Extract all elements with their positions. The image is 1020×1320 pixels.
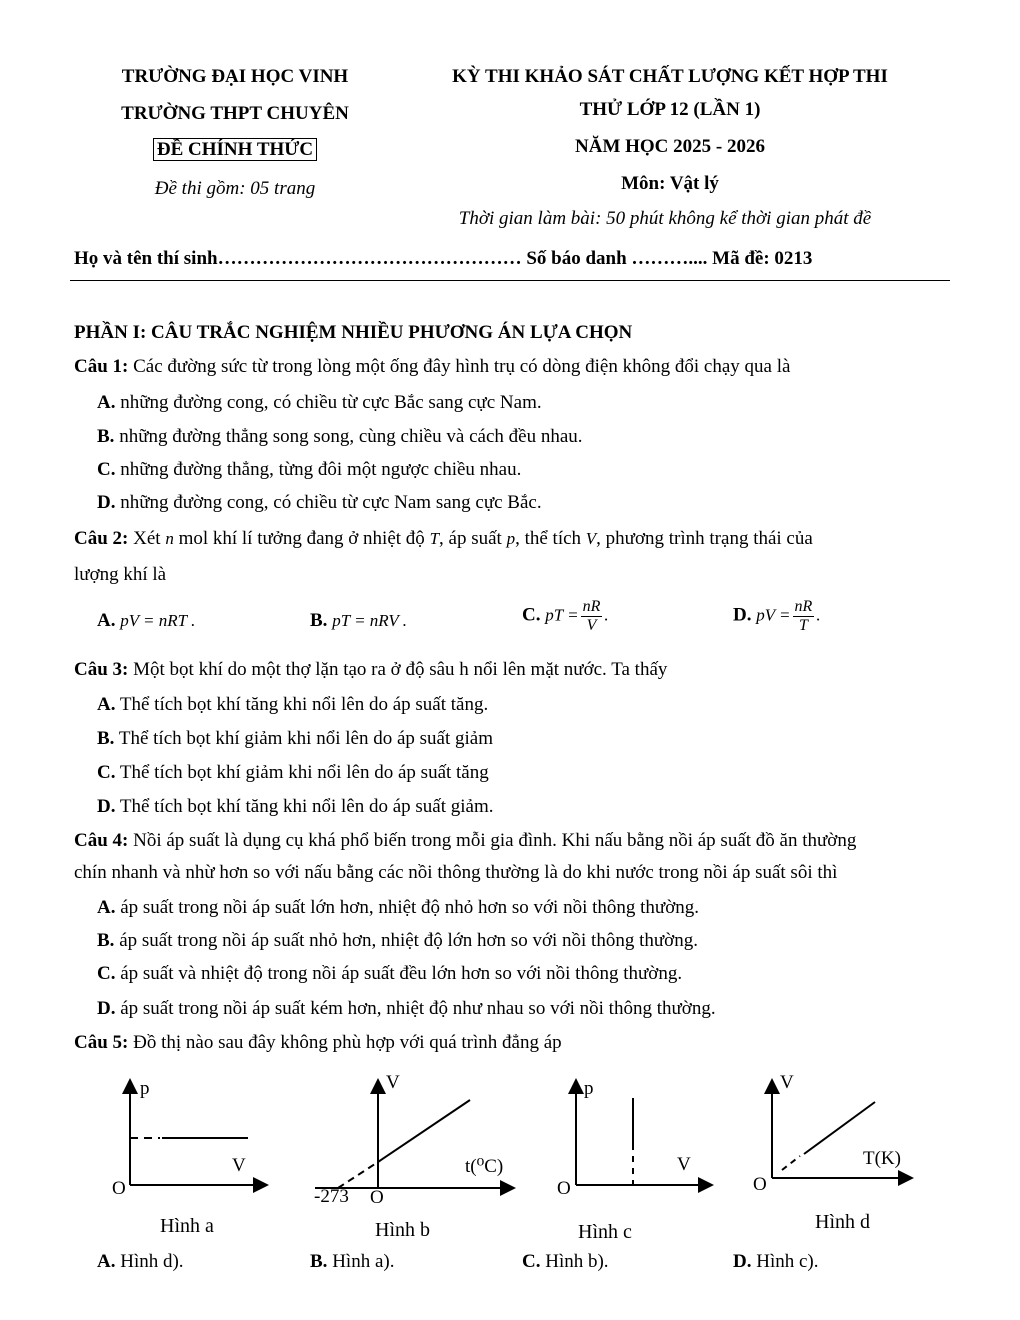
exam-title-2: THỬ LỚP 12 (LẦN 1) <box>579 99 761 120</box>
isobar-line <box>804 1102 875 1154</box>
option-label: B. <box>310 1251 328 1272</box>
q2-option-b <box>310 610 407 632</box>
var-p: p <box>506 529 516 548</box>
q5-option-a <box>97 1251 184 1273</box>
y-label: p <box>584 1078 594 1099</box>
question-4-line2: chín nhanh và nhừ hơn so với nấu bằng các nồi thông thường là do khi nước trong nồi áp suất sôi thì <box>74 862 838 883</box>
formula-end: . <box>604 605 609 625</box>
q5-option-c <box>522 1251 609 1273</box>
option-label: D. <box>97 492 116 513</box>
question-text: , áp suất <box>439 528 507 549</box>
figure-b <box>314 1072 512 1241</box>
option-label: D. <box>97 796 116 817</box>
question-text: Các đường sức từ trong lòng một ống đây hình trụ có dòng điện không đổi chạy qua là <box>128 356 791 377</box>
part-title: PHẦN I: CÂU TRẮC NGHIỆM NHIỀU PHƯƠNG ÁN LỰA CHỌN <box>74 322 633 343</box>
option-label: D. <box>733 604 752 626</box>
option-label: B. <box>97 728 115 749</box>
question-label: Câu 5: <box>74 1032 129 1053</box>
q1-option-b <box>97 426 583 448</box>
formula-end: . <box>816 605 821 625</box>
q1-option-c <box>97 459 521 481</box>
student-info-line: Họ và tên thí sinh………………………………………… Số báo danh ……….... Mã đề: 0213 <box>74 248 813 269</box>
x-label: V <box>232 1155 246 1176</box>
var-T: T <box>429 529 440 548</box>
figure-caption: Hình c <box>578 1221 632 1243</box>
option-text: những đường cong, có chiều từ cực Nam sang cực Bắc. <box>115 492 542 513</box>
option-text: những đường cong, có chiều từ cực Bắc sang cực Nam. <box>115 392 542 413</box>
origin-label: O <box>753 1174 767 1195</box>
fraction <box>581 598 603 634</box>
option-text: Thể tích bọt khí giảm khi nổi lên do áp suất giảm <box>114 728 493 749</box>
figure-a <box>112 1078 265 1237</box>
option-text: Hình c). <box>751 1251 819 1272</box>
option-label: C. <box>522 1251 541 1272</box>
x-label: V <box>677 1154 691 1175</box>
x-label: t(⁰C) <box>465 1156 504 1177</box>
official-stamp <box>70 139 400 161</box>
y-label: p <box>140 1078 150 1099</box>
fraction <box>793 598 815 634</box>
figure-caption: Hình d <box>815 1211 870 1233</box>
question-label: Câu 4: <box>74 830 129 851</box>
figure-caption: Hình b <box>375 1219 430 1241</box>
option-label: A. <box>97 392 116 413</box>
school-year: NĂM HỌC 2025 - 2026 <box>575 136 765 157</box>
pages-note: Đề thi gồm: 05 trang <box>154 178 316 199</box>
x-label: T(K) <box>863 1148 901 1169</box>
q4-option-a <box>97 897 699 919</box>
q2-option-a <box>97 610 195 632</box>
q2-option-c <box>522 598 609 634</box>
formula: pT = <box>545 605 579 625</box>
isobar-line <box>378 1100 470 1162</box>
option-text: áp suất trong nồi áp suất lớn hơn, nhiệt độ nhỏ hơn so với nồi thông thường. <box>115 897 700 918</box>
question-text: , thể tích <box>515 528 586 549</box>
q4-option-c <box>97 963 682 985</box>
option-text: áp suất trong nồi áp suất kém hơn, nhiệt độ như nhau so với nồi thông thường. <box>115 998 716 1019</box>
option-label: C. <box>522 604 541 626</box>
numerator: nR <box>794 598 813 615</box>
figure-c <box>557 1078 710 1243</box>
y-label: V <box>386 1072 400 1093</box>
question-label: Câu 2: <box>74 528 129 549</box>
option-label: B. <box>97 426 115 447</box>
option-label: A. <box>97 610 116 631</box>
extrapolation-dashed <box>338 1162 378 1188</box>
school-subname: TRƯỜNG THPT CHUYÊN <box>121 103 349 124</box>
denominator: V <box>586 616 597 634</box>
q4-option-d <box>97 998 716 1020</box>
time-note: Thời gian làm bài: 50 phút không kể thời gian phát đề <box>458 208 872 229</box>
question-3 <box>74 659 667 681</box>
question-text: Xét <box>128 528 166 549</box>
origin-label: O <box>370 1187 384 1208</box>
option-text: Thể tích bọt khí giảm khi nổi lên do áp suất tăng <box>115 762 489 783</box>
isobaric-figures <box>100 1070 920 1245</box>
origin-label: O <box>557 1178 571 1199</box>
option-label: B. <box>310 610 328 631</box>
q3-option-a <box>97 694 488 716</box>
option-text: những đường thẳng song song, cùng chiều và cách đều nhau. <box>114 426 583 447</box>
var-V: V <box>585 529 597 548</box>
formula: pT = nRV . <box>332 611 407 630</box>
q1-option-d <box>97 492 542 514</box>
q2-option-d <box>733 598 821 634</box>
option-text: Hình d). <box>115 1251 184 1272</box>
subject: Môn: Vật lý <box>621 173 719 194</box>
question-4 <box>74 830 856 852</box>
question-text: Nồi áp suất là dụng cụ khá phổ biến trong mỗi gia đình. Khi nấu bằng nồi áp suất đồ ăn thường <box>128 830 857 851</box>
option-label: D. <box>733 1251 752 1272</box>
question-2 <box>74 528 813 550</box>
option-text: Thể tích bọt khí tăng khi nổi lên do áp suất giảm. <box>115 796 494 817</box>
option-label: A. <box>97 897 116 918</box>
question-text: mol khí lí tưởng đang ở nhiệt độ <box>173 528 430 549</box>
question-label: Câu 1: <box>74 356 129 377</box>
option-label: A. <box>97 1251 116 1272</box>
official-label: ĐỀ CHÍNH THỨC <box>153 138 317 161</box>
option-text: áp suất và nhiệt độ trong nồi áp suất đều lớn hơn so với nồi thông thường. <box>115 963 683 984</box>
question-5 <box>74 1032 562 1054</box>
question-1 <box>74 356 790 378</box>
origin-label: O <box>112 1178 126 1199</box>
option-label: C. <box>97 459 116 480</box>
option-text: Hình a). <box>327 1251 395 1272</box>
option-label: A. <box>97 694 116 715</box>
denominator: T <box>798 616 808 634</box>
y-label: V <box>780 1072 794 1093</box>
q3-option-d <box>97 796 494 818</box>
question-text: Một bọt khí do một thợ lặn tạo ra ở độ sâu h nổi lên mặt nước. Ta thấy <box>128 659 668 680</box>
q3-option-c <box>97 762 489 784</box>
extrapolation-dashed <box>782 1156 800 1170</box>
figure-d <box>753 1072 910 1233</box>
q3-option-b <box>97 728 493 750</box>
figure-caption: Hình a <box>160 1215 214 1237</box>
option-label: B. <box>97 930 115 951</box>
option-label: C. <box>97 963 116 984</box>
exam-title: KỲ THI KHẢO SÁT CHẤT LƯỢNG KẾT HỢP THI <box>452 66 888 87</box>
question-text: Đồ thị nào sau đây không phù hợp với quá trình đẳng áp <box>128 1032 562 1053</box>
option-label: C. <box>97 762 116 783</box>
option-text: áp suất trong nồi áp suất nhỏ hơn, nhiệt độ lớn hơn so với nồi thông thường. <box>114 930 698 951</box>
formula: pV = <box>756 605 791 625</box>
q5-option-b <box>310 1251 394 1273</box>
var-n: n <box>165 529 174 548</box>
option-label: D. <box>97 998 116 1019</box>
q5-option-d <box>733 1251 819 1273</box>
option-text: Hình b). <box>540 1251 609 1272</box>
header-divider <box>70 280 950 281</box>
question-text: , phương trình trạng thái của <box>596 528 813 549</box>
option-text: Thể tích bọt khí tăng khi nổi lên do áp suất tăng. <box>115 694 489 715</box>
numerator: nR <box>582 598 601 615</box>
q4-option-b <box>97 930 698 952</box>
formula: pV = nRT . <box>120 611 196 630</box>
question-label: Câu 3: <box>74 659 129 680</box>
question-2-line2: lượng khí là <box>74 564 167 585</box>
intercept-label: -273 <box>314 1186 349 1207</box>
school-name: TRƯỜNG ĐẠI HỌC VINH <box>121 66 349 87</box>
q1-option-a <box>97 392 542 414</box>
option-text: những đường thẳng, từng đôi một ngược chiều nhau. <box>115 459 522 480</box>
